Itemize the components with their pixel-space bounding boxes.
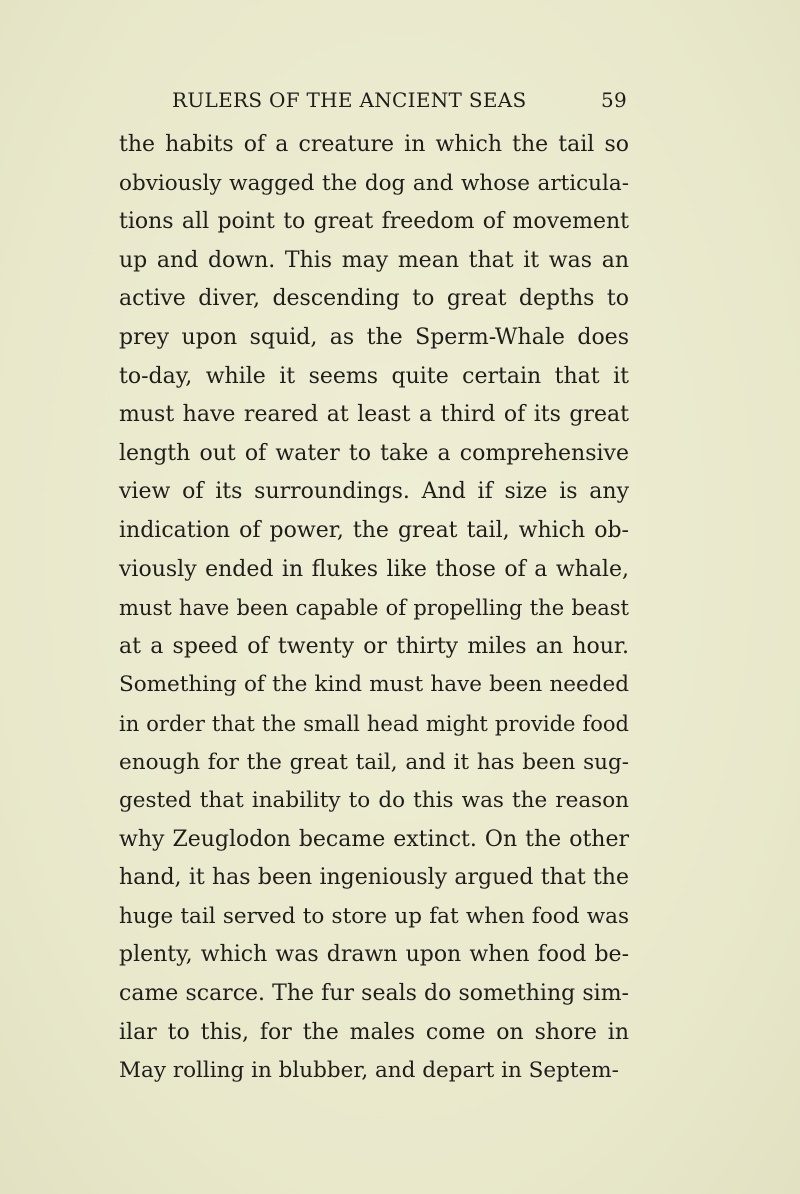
text-line: tions all point to great freedom of movement: [119, 209, 629, 235]
body-text: [119, 126, 629, 1091]
text-line: obviously wagged the dog and whose articula-: [119, 170, 629, 196]
running-title: RULERS OF THE ANCIENT SEAS: [172, 88, 527, 112]
text-line: to-day, while it seems quite certain that it: [119, 363, 629, 389]
text-line: why Zeuglodon became extinct. On the other: [119, 826, 629, 852]
text-line: must have reared at least a third of its great: [119, 402, 629, 428]
text-line: hand, it has been ingeniously argued that the: [119, 865, 629, 891]
text-line: at a speed of twenty or thirty miles an hour.: [119, 633, 629, 659]
text-line: indication of power, the great tail, which ob-: [119, 517, 629, 543]
running-head: [172, 88, 627, 116]
text-line: must have been capable of propelling the beast: [119, 596, 629, 621]
text-line: prey upon squid, as the Sperm-Whale does: [119, 324, 629, 350]
text-line: the habits of a creature in which the tail so: [119, 132, 629, 157]
text-line: length out of water to take a comprehensive: [119, 440, 629, 466]
text-line: Something of the kind must have been needed: [119, 672, 629, 698]
text-line: May rolling in blubber, and depart in Septem-: [119, 1058, 619, 1084]
text-line: huge tail served to store up fat when food was: [119, 903, 629, 929]
text-line: viously ended in flukes like those of a whale,: [119, 556, 629, 582]
text-line: enough for the great tail, and it has been sug-: [119, 749, 629, 775]
text-line: view of its surroundings. And if size is any: [119, 479, 629, 505]
page-number: 59: [600, 88, 627, 112]
text-line: active diver, descending to great depths to: [119, 286, 629, 312]
text-line: came scarce. The fur seals do something sim-: [119, 981, 629, 1007]
text-line: gested that inability to do this was the reason: [119, 788, 629, 814]
text-line: plenty, which was drawn upon when food be-: [119, 942, 629, 968]
text-line: in order that the small head might provide food: [119, 711, 629, 736]
text-line: ilar to this, for the males come on shore in: [119, 1019, 629, 1045]
text-line: up and down. This may mean that it was an: [119, 247, 629, 273]
